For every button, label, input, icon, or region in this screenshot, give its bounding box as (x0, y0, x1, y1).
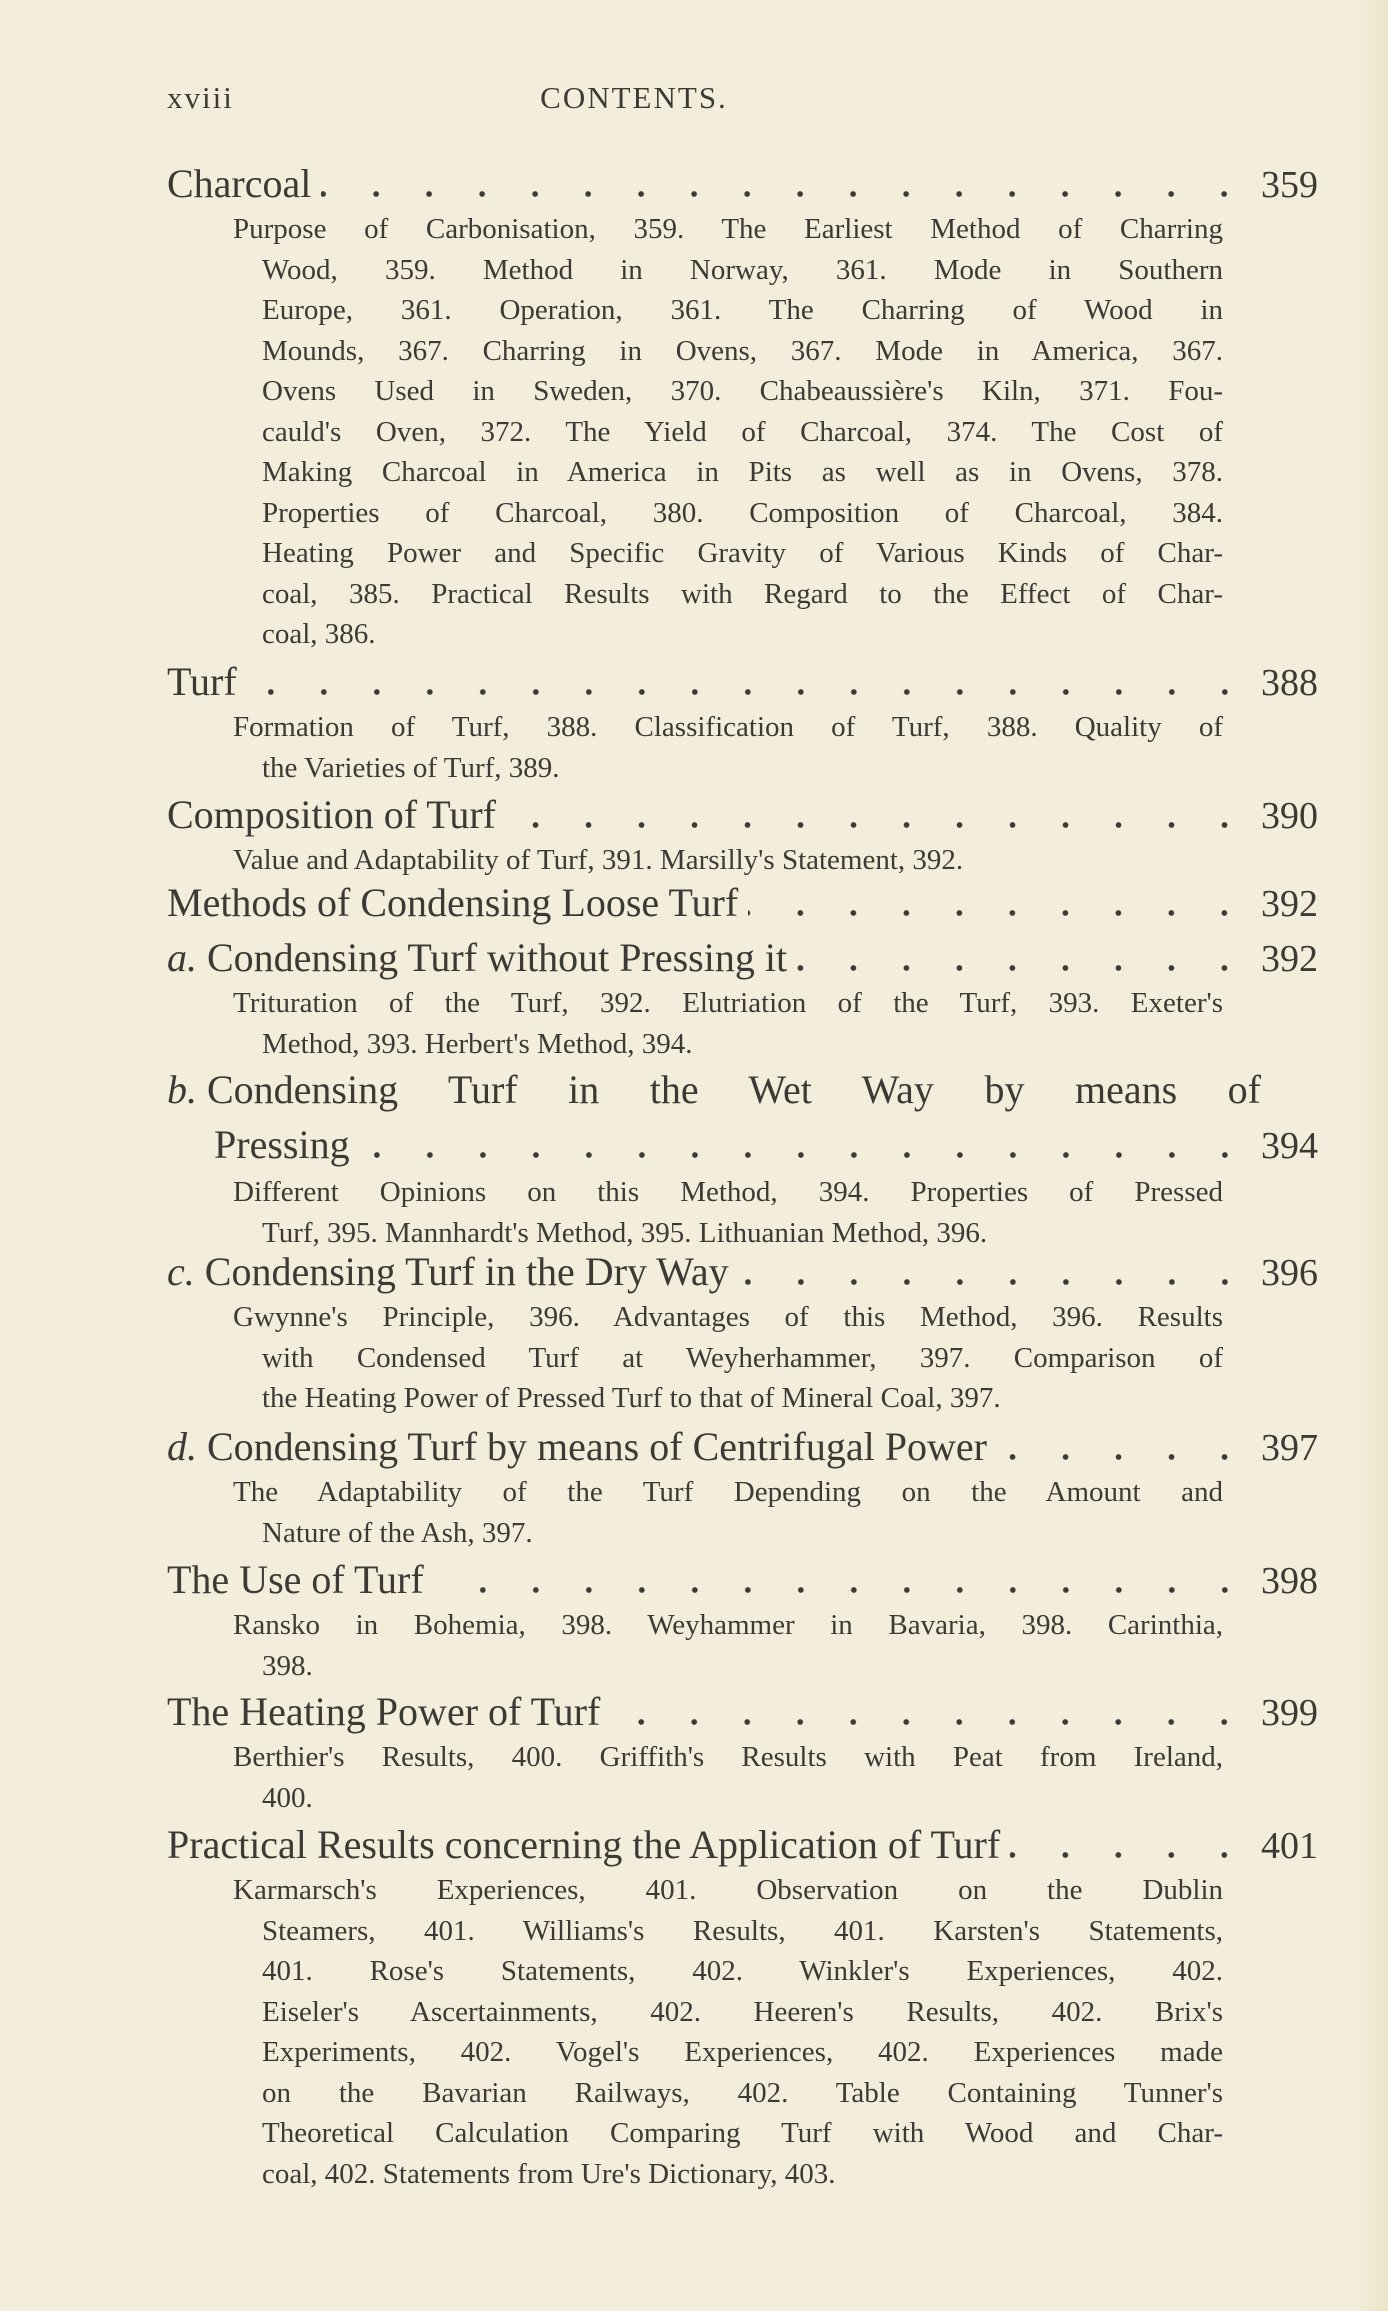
entry-title: Turf (167, 659, 237, 704)
dot-leader (997, 1453, 1251, 1461)
entry-heading (167, 878, 1327, 928)
entry-heading (167, 1247, 1327, 1297)
subtopic-line: Heating Power and Specific Gravity of Various Kinds of Char- (262, 537, 1223, 569)
toc-entry (167, 1555, 1327, 1686)
entry-letter: c. (167, 1249, 195, 1294)
dot-leader (247, 688, 1251, 696)
subtopic-line: Theoretical Calculation Comparing Turf with Wood and Char- (262, 2117, 1223, 2149)
entry-subtopics (233, 1472, 1223, 1553)
entry-heading (167, 1820, 1327, 1870)
subtopic-line: Formation of Turf, 388. Classification of Turf, 388. Quality of (233, 711, 1223, 743)
entry-page-number: 359 (1261, 164, 1318, 206)
subtopic-line: 400. (262, 1781, 313, 1814)
subtopic-line: Karmarsch's Experiences, 401. Observation on the Dublin (233, 1874, 1223, 1906)
entry-subtopics (233, 1172, 1223, 1253)
entry-subtopics (233, 1297, 1223, 1419)
running-title: CONTENTS. (540, 80, 728, 115)
entry-title: Condensing Turf in the Dry Way (204, 1249, 729, 1294)
entry-subtopics (233, 840, 1223, 881)
dot-leader (1010, 1851, 1251, 1859)
entry-heading (167, 657, 1327, 707)
entry-letter: a. (167, 935, 197, 980)
toc-entry (167, 1422, 1327, 1553)
subtopic-line: Steamers, 401. Williams's Results, 401. Karsten's Statements, (262, 1914, 1223, 1947)
entry-page-number: 394 (1261, 1125, 1318, 1167)
subtopic-line: Turf, 395. Mannhardt's Method, 395. Lithuanian Method, 396. (262, 1216, 988, 1249)
entry-title: Methods of Condensing Loose Turf (167, 880, 739, 925)
entry-subtopics (233, 209, 1223, 655)
dot-leader (797, 964, 1251, 972)
entry-page-number: 396 (1261, 1252, 1318, 1294)
entry-letter: d. (167, 1424, 197, 1469)
entry-title: The Use of Turf (167, 1557, 424, 1602)
entry-page-number: 397 (1261, 1427, 1318, 1469)
dot-leader (748, 909, 1251, 917)
subtopic-line: Making Charcoal in America in Pits as well as in Ovens, 378. (262, 456, 1223, 488)
entry-page-number: 398 (1261, 1560, 1318, 1602)
entry-heading-line (167, 1117, 1327, 1172)
subtopic-line: coal, 386. (262, 618, 376, 650)
toc-entry (167, 159, 1327, 655)
entry-heading (167, 1687, 1327, 1737)
subtopic-line: Berthier's Results, 400. Griffith's Results with Peat from Ireland, (233, 1741, 1223, 1773)
dot-leader (360, 1151, 1251, 1159)
dot-leader (321, 190, 1251, 198)
page-edge (1358, 0, 1388, 2311)
entry-subtopics (233, 1737, 1223, 1818)
entry-heading-line (167, 1062, 1327, 1117)
entry-title: Composition of Turf (167, 792, 496, 837)
toc-entry (167, 1062, 1327, 1253)
subtopic-line: the Varieties of Turf, 389. (262, 751, 560, 784)
entry-page-number: 399 (1261, 1692, 1318, 1734)
subtopic-line: Ransko in Bohemia, 398. Weyhammer in Bavaria, 398. Carinthia, (233, 1609, 1223, 1641)
entry-title: The Heating Power of Turf (167, 1689, 601, 1734)
subtopic-line: Mounds, 367. Charring in Ovens, 367. Mode in America, 367. (262, 334, 1223, 367)
dot-leader (610, 1718, 1251, 1726)
entry-subtopics (233, 1605, 1223, 1686)
subtopic-line: 398. (262, 1649, 313, 1682)
toc-entry (167, 1820, 1327, 2194)
subtopic-line: Different Opinions on this Method, 394. Properties of Pressed (233, 1176, 1223, 1208)
subtopic-line: The Adaptability of the Turf Depending on the Amount and (233, 1476, 1223, 1508)
entry-title: Practical Results concerning the Application of Turf (167, 1822, 1001, 1867)
subtopic-line: Experiments, 402. Vogel's Experiences, 402. Experiences made (262, 2036, 1223, 2068)
entry-title: Condensing Turf without Pressing it (207, 935, 788, 980)
subtopic-line: coal, 402. Statements from Ure's Dictionary, 403. (262, 2157, 836, 2190)
toc-entry (167, 1247, 1327, 1419)
dot-leader (506, 821, 1251, 829)
entry-title-continued: Pressing (214, 1122, 350, 1167)
subtopic-line: Wood, 359. Method in Norway, 361. Mode in Southern (262, 253, 1223, 286)
page-folio: xviii (167, 80, 234, 115)
subtopic-line: Method, 393. Herbert's Method, 394. (262, 1027, 693, 1060)
entry-page-number: 392 (1261, 883, 1318, 925)
entry-subtopics (233, 1870, 1223, 2194)
subtopic-line: on the Bavarian Railways, 402. Table Containing Tunner's (262, 2076, 1223, 2109)
subtopic-line: Purpose of Carbonisation, 359. The Earliest Method of Charring (233, 213, 1223, 245)
toc-entry (167, 790, 1327, 881)
subtopic-line: the Heating Power of Pressed Turf to that of Mineral Coal, 397. (262, 1382, 1001, 1414)
subtopic-line: Gwynne's Principle, 396. Advantages of this Method, 396. Results (233, 1301, 1223, 1333)
toc-entry (167, 657, 1327, 788)
entry-page-number: 388 (1261, 662, 1318, 704)
subtopic-line: Ovens Used in Sweden, 370. Chabeaussière's Kiln, 371. Fou- (262, 375, 1223, 407)
subtopic-line: with Condensed Turf at Weyherhammer, 397. Comparison of (262, 1341, 1223, 1374)
entry-page-number: 392 (1261, 938, 1318, 980)
subtopic-line: Europe, 361. Operation, 361. The Charring of Wood in (262, 294, 1223, 326)
toc-entry (167, 933, 1327, 1064)
entry-title: Condensing Turf by means of Centrifugal Power (207, 1424, 987, 1469)
entry-title: Condensing Turf in the Wet Way by means of (207, 1067, 1261, 1112)
subtopic-line: Eiseler's Ascertainments, 402. Heeren's Results, 402. Brix's (262, 1995, 1223, 2028)
dot-leader (739, 1278, 1251, 1286)
entry-heading (167, 933, 1327, 983)
toc-entry (167, 878, 1327, 928)
subtopic-line: coal, 385. Practical Results with Regard to the Effect of Char- (262, 577, 1223, 610)
entry-page-number: 390 (1261, 795, 1318, 837)
subtopic-line: Value and Adaptability of Turf, 391. Marsilly's Statement, 392. (233, 844, 964, 876)
entry-subtopics (233, 983, 1223, 1064)
subtopic-line: Nature of the Ash, 397. (262, 1516, 533, 1549)
entry-page-number: 401 (1261, 1825, 1318, 1867)
entry-heading (167, 1422, 1327, 1472)
subtopic-line: Properties of Charcoal, 380. Composition of Charcoal, 384. (262, 496, 1223, 529)
subtopic-line: 401. Rose's Statements, 402. Winkler's Experiences, 402. (262, 1955, 1223, 1987)
entry-heading (167, 1555, 1327, 1605)
toc-entry (167, 1687, 1327, 1818)
entry-subtopics (233, 707, 1223, 788)
entry-heading (167, 790, 1327, 840)
entry-letter: b. (167, 1067, 197, 1112)
subtopic-line: Trituration of the Turf, 392. Elutriation of the Turf, 393. Exeter's (233, 987, 1223, 1019)
entry-title: Charcoal (167, 161, 312, 206)
dot-leader (434, 1586, 1251, 1594)
subtopic-line: cauld's Oven, 372. The Yield of Charcoal, 374. The Cost of (262, 415, 1223, 448)
entry-heading (167, 159, 1327, 209)
